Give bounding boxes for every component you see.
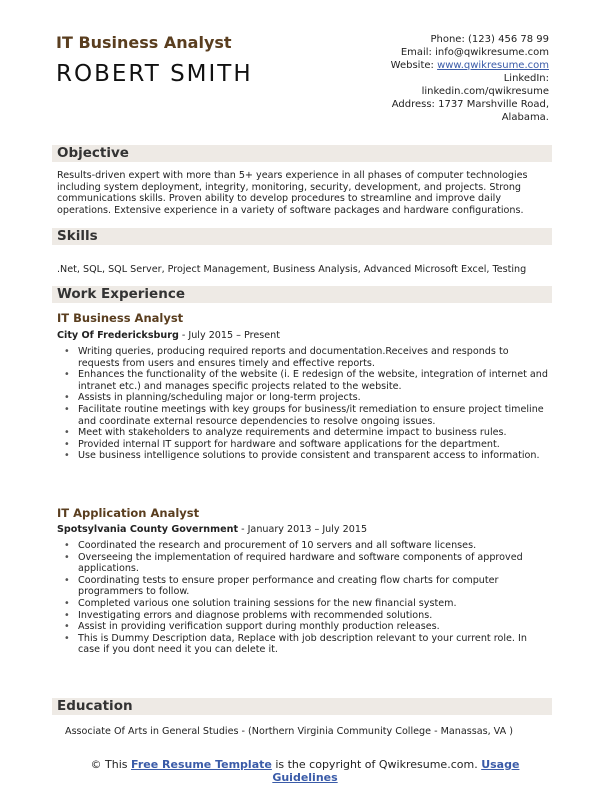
job-title-1: IT Business Analyst bbox=[57, 311, 184, 325]
copyright-footer bbox=[60, 758, 550, 784]
skills-section-header bbox=[52, 228, 552, 245]
address-label: Address: bbox=[391, 99, 435, 110]
list-item: • Assists in planning/scheduling major or long-term projects. bbox=[64, 392, 548, 404]
address-line1: 1737 Marshville Road, bbox=[438, 99, 549, 110]
objective-text: Results-driven expert with more than 5+ years experience in all phases of computer technologies including system deployment, integrity, monitoring, security, development, and projects. Strong communications skills. Proven ability to develop procedures to streamline and improve daily operations. Extensive experience in a variety of software packages and hardware configurations. bbox=[57, 170, 528, 216]
usage-guidelines-link[interactable]: Usage Guidelines bbox=[272, 758, 520, 784]
job-bullets-2 bbox=[64, 540, 548, 656]
contact-phone bbox=[391, 33, 549, 46]
contact-email bbox=[391, 46, 549, 59]
website-link[interactable]: www.qwikresume.com bbox=[437, 60, 549, 71]
list-item: • Provided internal IT support for hardware and software applications for the department. bbox=[64, 439, 548, 451]
website-label: Website: bbox=[390, 60, 434, 71]
education-section-header bbox=[52, 698, 552, 715]
phone-label: Phone: bbox=[430, 34, 465, 45]
contact-block bbox=[391, 33, 549, 124]
list-item: • Coordinating tests to ensure proper performance and creating flow charts for computer programmers to follow. bbox=[64, 575, 548, 598]
list-item: • Meet with stakeholders to analyze requirements and determine impact to business rules. bbox=[64, 427, 548, 439]
job-title-2: IT Application Analyst bbox=[57, 506, 200, 520]
work-title: Work Experience bbox=[57, 286, 185, 302]
list-item: • Facilitate routine meetings with key groups for business/it remediation to ensure project timeline and coordinate external resource dependencies to resolve ongoing issues. bbox=[64, 404, 548, 427]
contact-address bbox=[391, 98, 549, 111]
contact-website bbox=[391, 59, 549, 72]
education-entry: Associate Of Arts in General Studies - (Northern Virginia Community College - Manassas, VA ) bbox=[65, 726, 513, 737]
contact-linkedin-label: LinkedIn: bbox=[503, 73, 549, 84]
job-dates-1: - July 2015 – Present bbox=[178, 330, 280, 341]
education-title: Education bbox=[57, 698, 133, 714]
email-label: Email: bbox=[400, 47, 432, 58]
header-job-title: IT Business Analyst bbox=[56, 33, 232, 52]
skills-title: Skills bbox=[57, 228, 98, 244]
footer-middle: is the copyright of Qwikresume.com. bbox=[271, 758, 482, 771]
list-item: • Completed various one solution training sessions for the new financial system. bbox=[64, 598, 548, 610]
job-bullets-1 bbox=[64, 346, 548, 462]
employer-name-1: City Of Fredericksburg bbox=[57, 330, 179, 341]
list-item: • Assist in providing verification support during monthly production releases. bbox=[64, 621, 548, 633]
list-item: • Use business intelligence solutions to provide consistent and transparent access to information. bbox=[64, 450, 548, 462]
list-item: • Writing queries, producing required reports and documentation.Receives and responds to requests from users and ensures timely and effective reports. bbox=[64, 346, 548, 369]
work-section-header bbox=[52, 286, 552, 303]
contact-address-line2: Alabama. bbox=[501, 112, 549, 123]
objective-title: Objective bbox=[57, 145, 129, 161]
free-resume-template-link[interactable]: Free Resume Template bbox=[131, 758, 272, 771]
candidate-name: ROBERT SMITH bbox=[56, 61, 253, 87]
email-value: info@qwikresume.com bbox=[435, 47, 549, 58]
job-dates-2: - January 2013 – July 2015 bbox=[238, 524, 368, 535]
skills-text: .Net, SQL, SQL Server, Project Management, Business Analysis, Advanced Microsoft Excel, Testing bbox=[57, 264, 527, 275]
list-item: • Investigating errors and diagnose problems with recommended solutions. bbox=[64, 610, 548, 622]
list-item: • Enhances the functionality of the website (i. E redesign of the website, integration of internet and intranet etc.) and manages specific projects related to the website. bbox=[64, 369, 548, 392]
phone-value: (123) 456 78 99 bbox=[468, 34, 549, 45]
contact-linkedin: linkedin.com/qwikresume bbox=[421, 86, 549, 97]
footer-prefix: © This bbox=[90, 758, 132, 771]
objective-section-header bbox=[52, 145, 552, 162]
job-employer-1 bbox=[57, 330, 280, 341]
job-employer-2 bbox=[57, 524, 367, 535]
employer-name-2: Spotsylvania County Government bbox=[57, 524, 239, 535]
list-item: • Overseeing the implementation of required hardware and software components of approved applications. bbox=[64, 552, 548, 575]
list-item: • This is Dummy Description data, Replace with job description relevant to your current role. In case if you dont need it you can delete it. bbox=[64, 633, 548, 656]
list-item: • Coordinated the research and procurement of 10 servers and all software licenses. bbox=[64, 540, 548, 552]
